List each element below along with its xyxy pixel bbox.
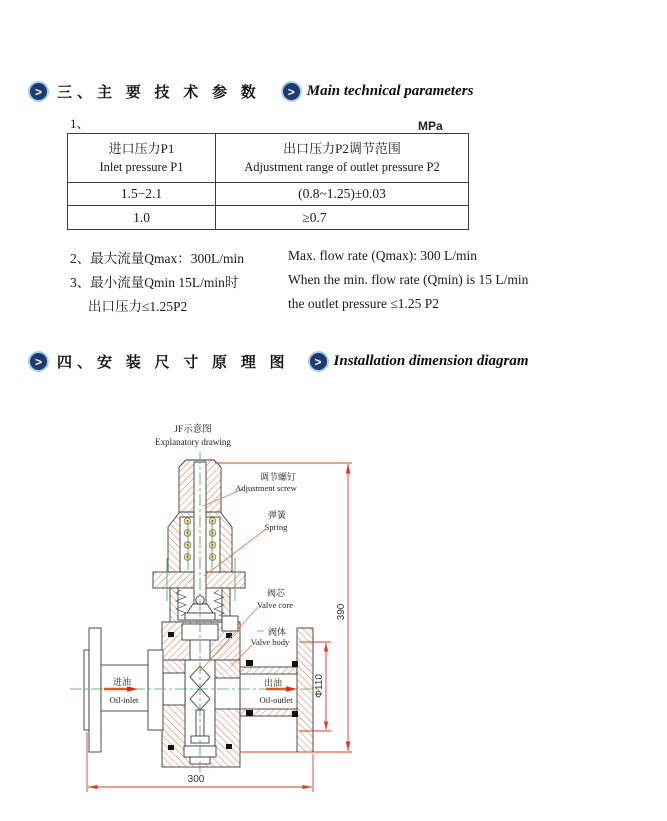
section-4-title-cn: 四、安 装 尺 寸 原 理 图	[57, 355, 290, 371]
label-valve-body-cn: 阀体	[267, 627, 287, 637]
dimension-width-value: 300	[187, 774, 205, 785]
side-plug	[222, 616, 238, 631]
inlet-collar	[148, 650, 163, 730]
item-3-en: When the min. flow rate (Qmin) is 15 L/min	[288, 272, 529, 287]
item-1-number: 1、	[70, 116, 90, 131]
col-header-outlet-cn: 出口压力P2调节范围	[283, 141, 401, 157]
valve-section-diagram	[0, 400, 667, 821]
section-3-title-cn: 三、主 要 技 术 参 数	[57, 85, 261, 101]
outlet-range-value: (0.8~1.25)±0.03	[216, 183, 469, 206]
table-row	[68, 206, 469, 230]
inlet-flange-face	[84, 650, 89, 730]
dimension-diameter-value: Φ110	[314, 674, 325, 698]
arrow-bullet-icon: >	[281, 81, 302, 102]
item-2-en: Max. flow rate (Qmax): 300 L/min	[288, 248, 477, 263]
label-valve-core-en: Valve core	[256, 600, 294, 610]
label-oil-outlet-cn: 出油	[263, 678, 283, 688]
col-header-outlet-en: Adjustment range of outlet pressure P2	[244, 160, 440, 175]
pressure-parameters-table	[67, 133, 469, 230]
arrow-bullet-icon: >	[28, 81, 49, 102]
col-header-outlet	[216, 134, 469, 183]
outlet-port	[215, 678, 240, 709]
label-valve-body-en: Valve body	[250, 637, 290, 647]
col-header-inlet	[68, 134, 216, 183]
section-3-header	[28, 81, 473, 102]
dimension-height-value: 390	[336, 603, 347, 621]
outlet-pipe-top-wall	[240, 667, 297, 674]
outlet-flange	[297, 628, 313, 752]
inlet-pressure-value: 1.5−2.1	[68, 183, 216, 206]
col-header-inlet-en: Inlet pressure P1	[99, 160, 184, 175]
section-4-header	[28, 351, 529, 372]
arrow-bullet-icon: >	[28, 351, 49, 372]
label-adjustment-screw-cn: 调节螺钉	[259, 472, 297, 482]
pressure-unit-label: MPa	[418, 119, 443, 133]
label-spring-cn: 弹簧	[267, 510, 287, 520]
label-oil-inlet-en: Oil-inlet	[109, 695, 139, 705]
inlet-flange	[89, 628, 101, 752]
caption-cn: JF示意图	[174, 425, 212, 435]
section-4-title-en: Installation dimension diagram	[333, 353, 529, 369]
table-row	[68, 183, 469, 206]
label-oil-outlet-en: Oil-outlet	[259, 695, 293, 705]
item-3b-cn: 出口压力≤1.25P2	[88, 299, 188, 314]
caption-en: Explanatory drawing	[155, 437, 231, 447]
item-2-cn: 2、最大流量Qmax：300L/min	[70, 251, 244, 266]
label-adjustment-screw-en: Adjustment screw	[235, 483, 297, 493]
section-3-title-en: Main technical parameters	[306, 83, 474, 99]
col-header-inlet-cn: 进口压力P1	[108, 141, 175, 157]
outlet-range-value: ≥0.7	[216, 206, 469, 230]
arrow-bullet-icon: >	[308, 351, 329, 372]
diagram-caption	[155, 424, 231, 447]
item-3b-en: the outlet pressure ≤1.25 P2	[288, 296, 440, 311]
label-valve-core-cn: 阀芯	[266, 588, 286, 598]
valve-drawing	[84, 460, 313, 767]
label-oil-inlet-cn: 进油	[112, 677, 132, 687]
label-spring-en: Spring	[264, 522, 288, 532]
inlet-pressure-value: 1.0	[68, 206, 216, 230]
item-3-cn: 3、最小流量Qmin 15L/min时	[70, 275, 239, 290]
